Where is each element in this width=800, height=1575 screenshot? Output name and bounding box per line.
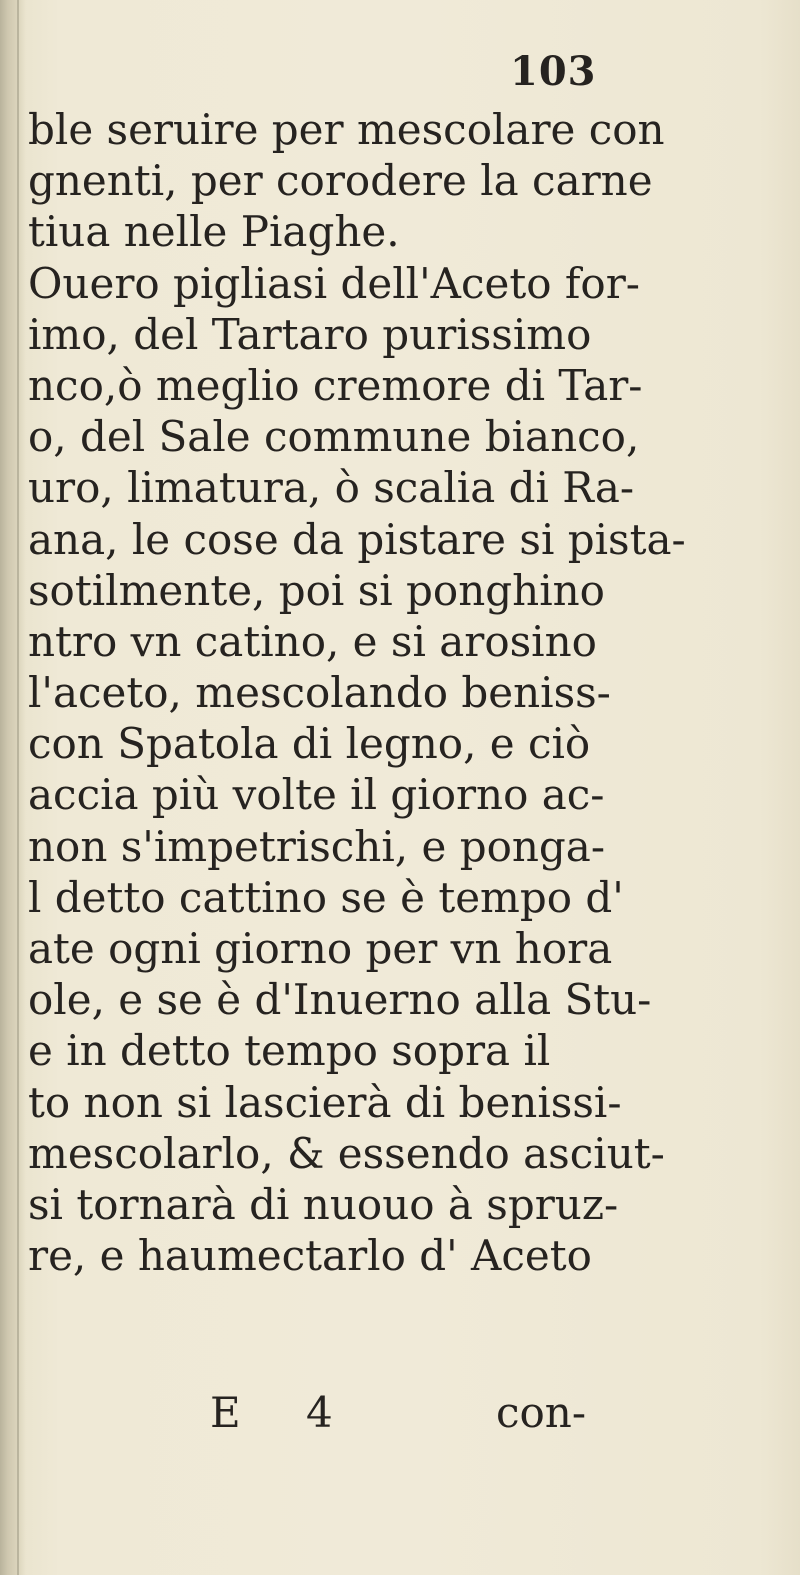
- text-line: si tornarà di nuouo à spruz-: [28, 1179, 619, 1229]
- text-line: con Spatola di legno, e ciò: [28, 719, 591, 769]
- catchword: con-: [496, 1388, 587, 1437]
- page-footer: [0, 1388, 800, 1448]
- text-line: ole, e se è d'Inuerno alla Stu-: [28, 975, 652, 1025]
- text-line: re, e haumectarlo d' Aceto: [28, 1231, 592, 1281]
- body-text: [28, 104, 768, 1281]
- text-line: accia più volte il giorno ac-: [28, 770, 605, 820]
- text-line: ntro vn catino, e si arosino: [28, 616, 597, 666]
- text-line: uro, limatura, ò scalia di Ra-: [28, 463, 635, 513]
- text-line: mescolarlo, & essendo asciut-: [28, 1128, 665, 1178]
- text-line: to non si lascierà di benissi-: [28, 1077, 622, 1127]
- gutter-fold-line: [17, 0, 19, 1575]
- text-line: non s'impetrischi, e ponga-: [28, 821, 606, 871]
- text-line: ana, le cose da pistare si pista-: [28, 514, 686, 564]
- text-line: ate ogni giorno per vn hora: [28, 924, 613, 973]
- text-line: e in detto tempo sopra il: [28, 1026, 551, 1076]
- text-line: sotilmente, poi si ponghino: [28, 565, 605, 615]
- text-line: o, del Sale commune bianco,: [28, 412, 640, 462]
- text-line: nco,ò meglio cremore di Tar-: [28, 360, 643, 410]
- page-gutter: [0, 0, 26, 1575]
- text-line: Ouero pigliasi dell'Aceto for-: [28, 258, 640, 308]
- text-line: l'aceto, mescolando beniss-: [28, 668, 611, 718]
- text-line: ble seruire per mescolare con: [28, 105, 665, 154]
- page-number: 103: [510, 48, 597, 95]
- signature-mark: E 4: [210, 1388, 359, 1437]
- text-line: gnenti, per corodere la carne: [28, 156, 653, 206]
- text-line: l detto cattino se è tempo d': [28, 872, 624, 922]
- text-line: tiua nelle Piaghe.: [28, 207, 400, 257]
- text-line: imo, del Tartaro purissimo: [28, 309, 592, 359]
